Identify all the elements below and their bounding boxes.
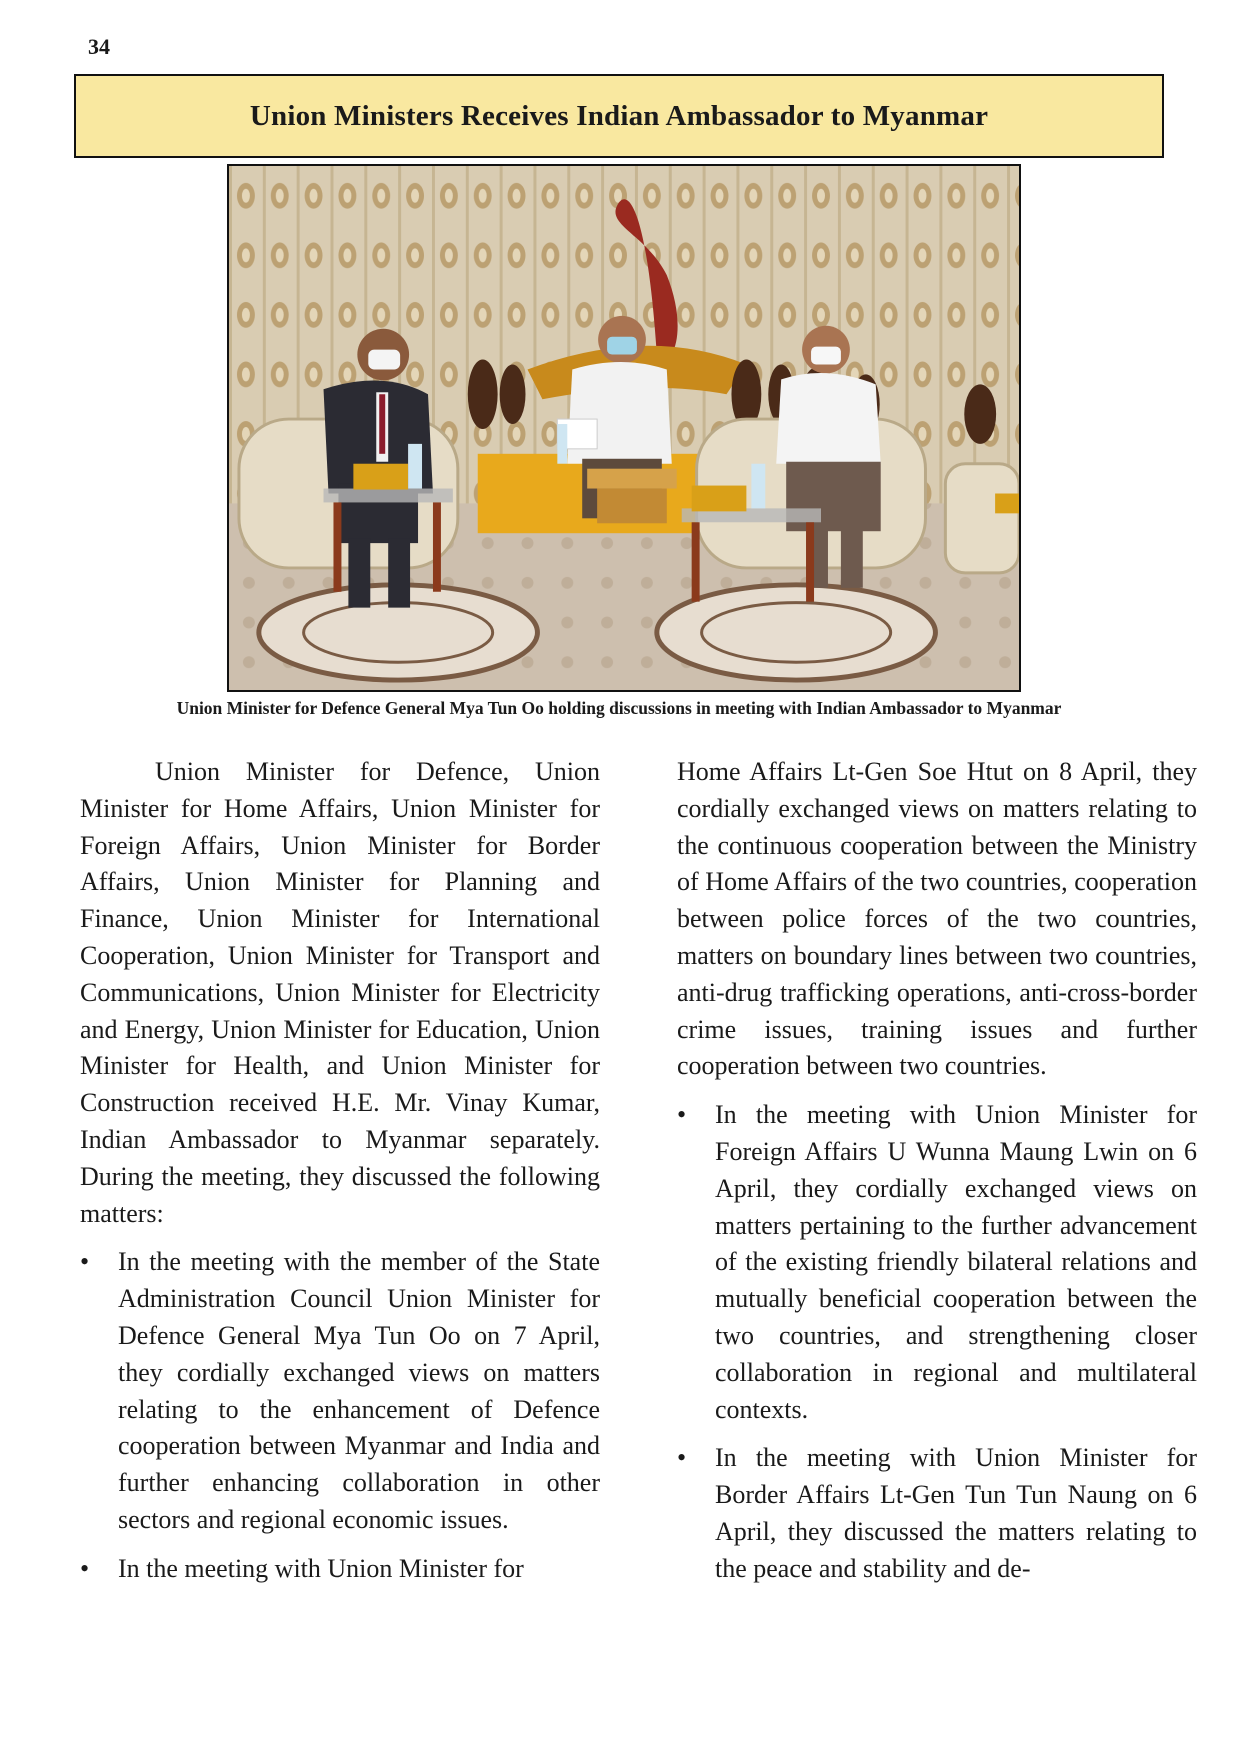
meeting-list-left	[80, 1244, 600, 1587]
meeting-photo	[227, 164, 1021, 692]
list-item: • In the meeting with Union Minister for Border Affairs Lt-Gen Tun Tun Naung on 6 April, they discussed the matters relating to the peace and stability and de-	[677, 1440, 1197, 1587]
article-title: Union Ministers Receives Indian Ambassador to Myanmar	[249, 99, 989, 132]
photo-caption: Union Minister for Defence General Mya Tun Oo holding discussions in meeting with Indian Ambassador to Myanmar	[176, 698, 1062, 718]
page-number: 34	[88, 34, 110, 59]
list-item: • In the meeting with Union Minister for Foreign Affairs U Wunna Maung Lwin on 6 April, they cordially exchanged views on matters pertaining to the further advancement of the existing friendly bilateral relations and mutually beneficial cooperation between the two countries, and strengthening closer collaboration in regional and multilateral contexts.	[677, 1097, 1197, 1428]
column-left	[80, 754, 600, 1588]
meeting-list-right	[677, 1097, 1197, 1587]
list-item-continuation: Home Affairs Lt-Gen Soe Htut on 8 April, they cordially exchanged views on matters relating to the continuous cooperation between the Ministry of Home Affairs of the two countries, cooperation between police forces of the two countries, matters on boundary lines between two countries, anti-drug trafficking operations, anti-cross-border crime issues, training issues and further cooperation between two countries.	[677, 757, 1197, 1081]
meeting-photo-illustration	[229, 166, 1019, 690]
column-right	[677, 754, 1197, 1588]
title-banner	[74, 74, 1164, 158]
list-item: • In the meeting with the member of the State Administration Council Union Minister for Defence General Mya Tun Oo on 7 April, they cordially exchanged views on matters relating to the enhancement of Defence cooperation between Myanmar and India and further enhancing collaboration in other sectors and regional economic issues.	[80, 1244, 600, 1538]
list-item: • In the meeting with Union Minister for	[80, 1551, 600, 1588]
intro-paragraph: Union Minister for Defence, Union Minister for Home Affairs, Union Minister for Foreign Affairs, Union Minister for Border Affairs, Union Minister for Planning and Finance, Union Minister for International Cooperation, Union Minister for Transport and Communications, Union Minister for Electricity and Energy, Union Minister for Education, Union Minister for Health, and Union Minister for Construction received H.E. Mr. Vinay Kumar, Indian Ambassador to Myanmar separately. During the meeting, they discussed the following matters:	[80, 757, 600, 1228]
